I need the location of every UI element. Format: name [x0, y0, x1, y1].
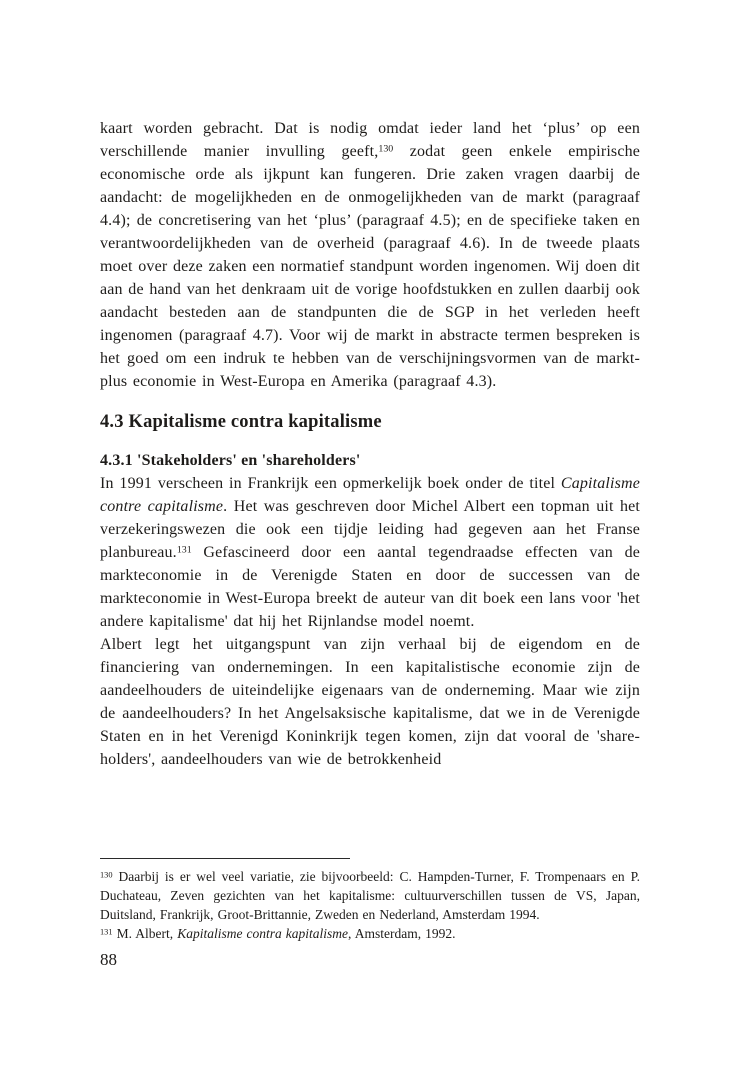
paragraph-text: Gefascineerd door een aantal tegendraadse effecten van de markteconomie in de Verenigde Staten en door de successen van de markteconomie in West-Europa breekt de auteur van dit boek een lans voor 'het andere kapitalisme' dat hij het Rijnlandse model noemt.: [100, 544, 640, 630]
body-paragraph-2: [100, 472, 640, 633]
paragraph-text: zodat geen enkele empirische economische orde als ijkpunt kan fungeren. Drie zaken vragen daarbij de aandacht: de mogelijkheden en de onmogelijkheden van de markt (paragraaf 4.4); de concretisering van het ‘plus’ (paragraaf 4.5); en de specifieke taken en verantwoordelijkheden van de overheid (paragraaf 4.6). In de tweede plaats moet over deze zaken een normatief standpunt worden ingenomen. Wij doen dit aan de hand van het denkraam uit de vorige hoofdstukken en zullen daarbij ook aandacht besteden aan de standpunten die de SGP in het verleden heeft ingenomen (paragraaf 4.7). Voor wij de markt in abstracte termen bespreken is het goed om een indruk te hebben van de verschijningsvormen van de markt-plus economie in West-Europa en Amerika (paragraaf 4.3).: [100, 143, 641, 390]
body-paragraph-3: Albert legt het uitgangspunt van zijn verhaal bij de eigendom en de financiering van ondernemingen. In een kapitalistische economie zijn de aandeelhouders de uiteindelijke eigenaars van de onderneming. Maar wie zijn de aandeelhouders? In het Angelsaksische kapitalisme, dat we in de Verenigde Staten en in het Verenigd Koninkrijk tegen komen, zijn dat vooral de 'share-holders', aandeelhouders van wie de betrokkenheid: [100, 636, 640, 768]
footnote-area: [100, 858, 640, 971]
footnote-text: Daarbij is er wel veel variatie, zie bijvoorbeeld: C. Hampden-Turner, F. Trompenaars en P. Duchateau, Zeven gezichten van het kapitalisme: cultuurverschillen tussen de VS, Japan, Duitsland, Frankrijk, Groot-Brittannie, Zweden en Nederland, Amsterdam 1994.: [100, 869, 640, 922]
footnote-marker-130: 130: [100, 870, 113, 880]
footnote-130: [100, 867, 640, 924]
book-title-italic: Kapitalisme contra kapitalisme: [177, 926, 349, 941]
paragraph-text: . Het was geschreven door Michel Albert een topman uit het verzekeringswezen die ook een tijdje leiding had gegeven aan het Franse planbureau.: [100, 498, 640, 561]
paragraph-text: kaart worden gebracht. Dat is nodig omdat ieder land het ‘plus’ op een verschillende manier invulling geeft,: [100, 120, 640, 160]
page-number: 88: [100, 950, 117, 969]
paragraph-text: In 1991 verscheen in Frankrijk een opmerkelijk boek onder de titel: [100, 475, 561, 492]
footnote-ref-130: 130: [378, 143, 394, 155]
footnote-ref-131: 131: [176, 544, 192, 556]
footnote-text: , Amsterdam, 1992.: [348, 926, 456, 941]
text-block: [100, 117, 640, 771]
section-heading: 4.3 Kapitalisme contra kapitalisme: [100, 412, 382, 432]
book-title-italic: Capitalisme contre capitalisme: [100, 475, 640, 515]
footnote-text: M. Albert,: [112, 926, 178, 941]
body-paragraph-1: [100, 117, 640, 393]
footnote-marker-131: 131: [100, 927, 113, 937]
footnote-rule: [100, 858, 350, 859]
subsection-heading: 4.3.1 'Stakeholders' en 'shareholders': [100, 452, 361, 469]
footnote-131: [100, 924, 640, 943]
